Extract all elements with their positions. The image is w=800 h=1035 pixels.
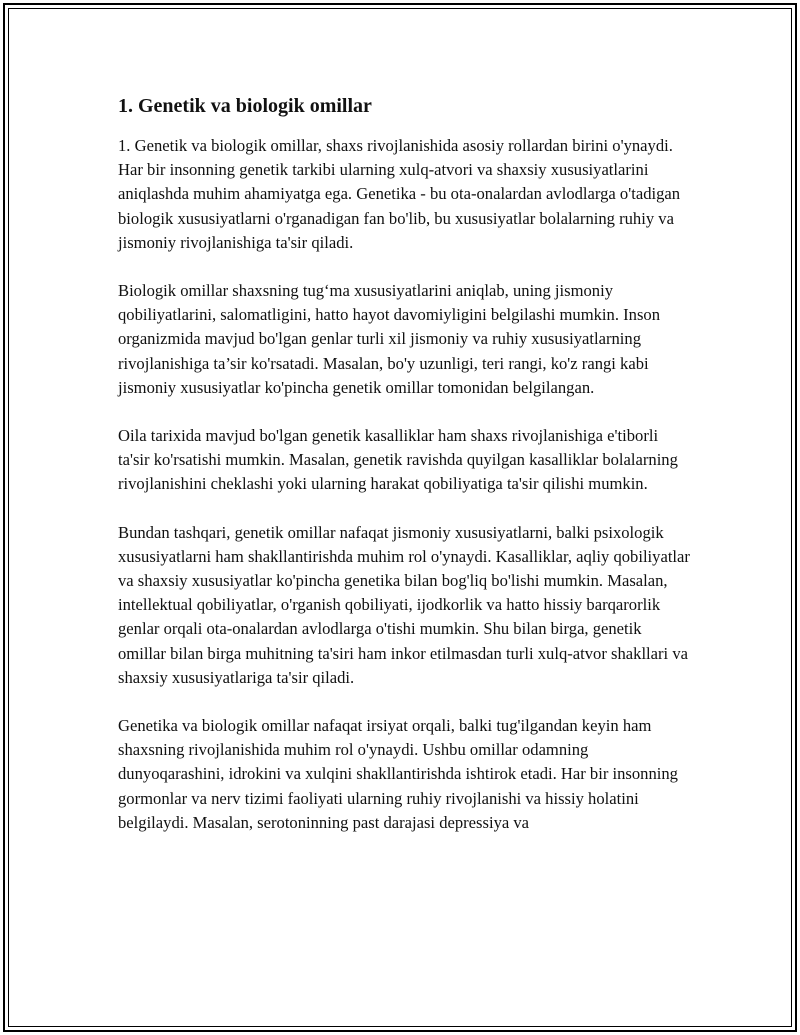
paragraph-4: Bundan tashqari, genetik omillar nafaqat jismoniy xususiyatlarni, balki psixologik xususiyatlarni ham shakllantirishda muhim rol o'ynaydi. Kasalliklar, aqliy qobiliyatlar va shaxsiy xususiyatlar ko'pincha genetika bilan bog'liq bo'lishi mumkin. Masalan, intellektual qobiliyatlar, o'rganish qobiliyati, ijodkorlik va hatto hissiy barqarorlik genlar orqali ota-onalardan avlodlarga o'tishi mumkin. Shu bilan birga, genetik omillar bilan birga muhitning ta'siri ham inkor etilmasdan turli xulq-atvor shakllari va shaxsiy xususiyatlariga ta'sir qiladi. [118,522,690,687]
paragraph-2: Biologik omillar shaxsning tug‘ma xususiyatlarini aniqlab, uning jismoniy qobiliyatlarini, salomatligini, hatto hayot davomiyligini belgilashi mumkin. Inson organizmida mavjud bo'lgan genlar turli xil jismoniy va ruhiy xususiyatlarning rivojlanishiga ta’sir ko'rsatadi. Masalan, bo'y uzunligi, teri rangi, ko'z rangi kabi jismoniy xususiyatlar ko'pincha genetik omillar tomonidan belgilangan. [118,281,661,397]
section-heading: 1. Genetik va biologik omillar [118,95,372,117]
paragraph-1: 1. Genetik va biologik omillar, shaxs rivojlanishida asosiy rollardan birini o'ynaydi. Har bir insonning genetik tarkibi ularning xulq-atvori va shaxsiy xususiyatlarini aniqlashda muhim ahamiyatga ega. Genetika - bu ota-onalardan avlodlarga o'tadigan biologik xususiyatlarni o'rganadigan fan bo'lib, bu xususiyatlar bolalarning ruhiy va jismoniy rivojlanishiga ta'sir qiladi. [118,136,681,252]
paragraph-5: Genetika va biologik omillar nafaqat irsiyat orqali, balki tug'ilgandan keyin ham shaxsning rivojlanishida muhim rol o'ynaydi. Ushbu omillar odamning dunyoqarashini, idrokini va xulqini shakllantirishda ishtirok etadi. Har bir insonning gormonlar va nerv tizimi faoliyati ularning ruhiy rivojlanishi va hissiy holatini belgilaydi. Masalan, serotoninning past darajasi depressiya va [118,716,678,832]
paragraph-3: Oila tarixida mavjud bo'lgan genetik kasalliklar ham shaxs rivojlanishiga e'tiborli ta'sir ko'rsatishi mumkin. Masalan, genetik ravishda quyilgan kasalliklar bolalarning rivojlanishini cheklashi yoki ularning harakat qobiliyatiga ta'sir qilishi mumkin. [118,426,678,494]
document-body [118,94,690,859]
